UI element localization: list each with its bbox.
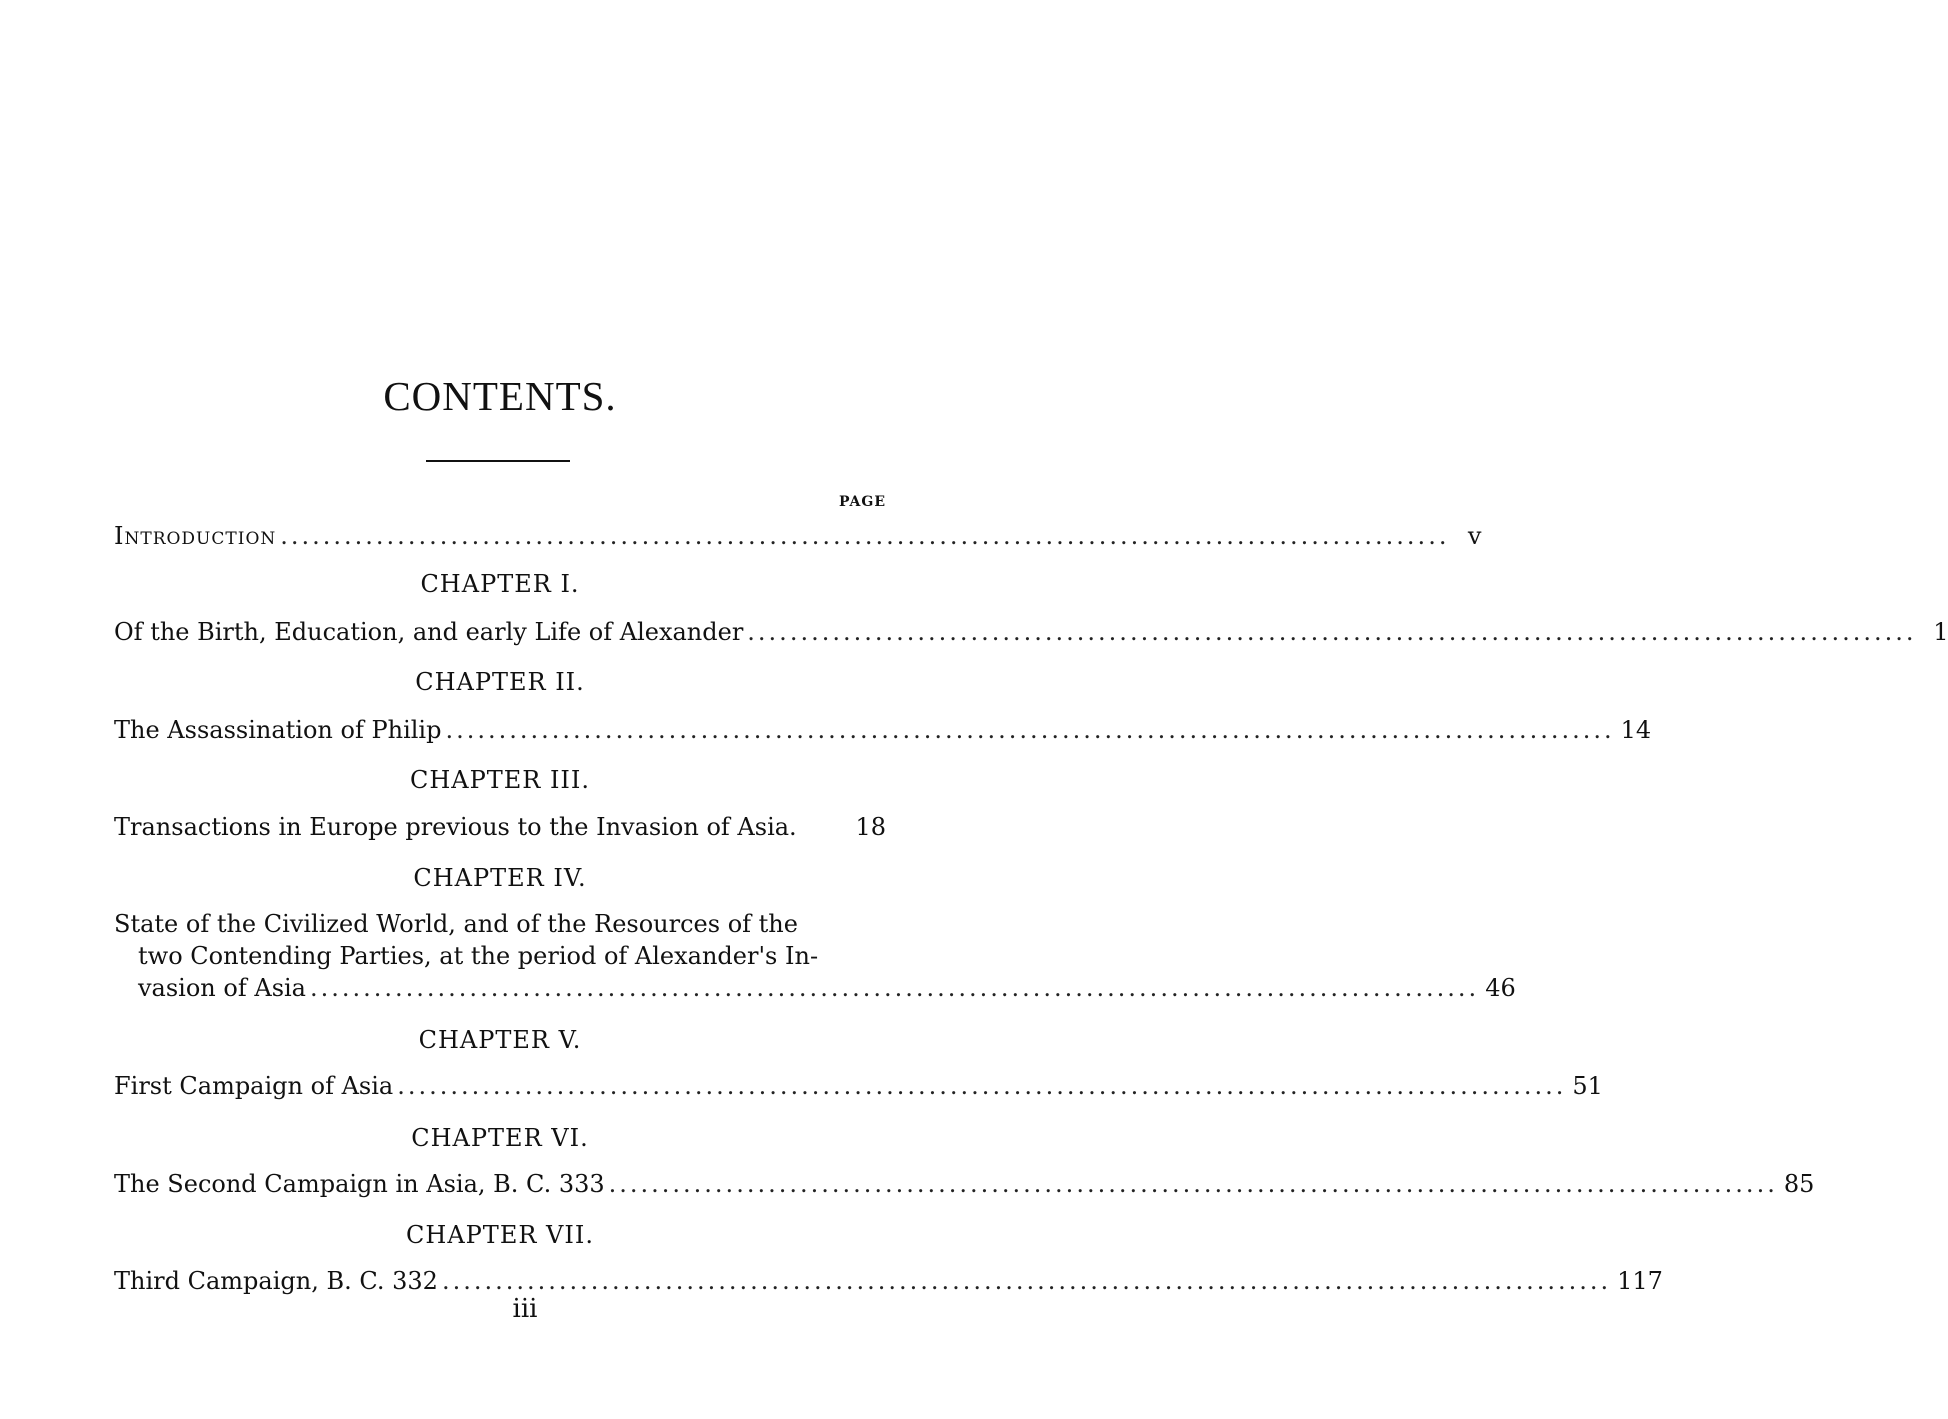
page-column-label: PAGE xyxy=(839,494,886,510)
folio-page-number: iii xyxy=(512,1294,538,1324)
toc-entry-text: Transactions in Europe previous to the Invasion of Asia. xyxy=(114,813,797,841)
toc-page-number: 85 xyxy=(1783,1170,1815,1198)
toc-page-number: 51 xyxy=(1572,1072,1603,1100)
dot-leader: .............................................................................................................. xyxy=(608,1170,1778,1198)
toc-entry-text: State of the Civilized World, and of the Resources of the xyxy=(114,910,798,938)
dot-leader: .............................................................................................................. xyxy=(747,618,1917,646)
toc-page-number: 1 xyxy=(1933,618,1948,646)
toc-entry-chapter-6[interactable] xyxy=(114,1168,1815,1200)
toc-entry-text: two Contending Parties, at the period of Alexander's In- xyxy=(138,942,819,970)
toc-page-number: 18 xyxy=(855,813,886,841)
toc-entry-chapter-3[interactable] xyxy=(114,811,886,843)
toc-entry-chapter-7[interactable] xyxy=(114,1265,1663,1297)
chapter-heading: CHAPTER III. xyxy=(409,766,591,794)
page-title: CONTENTS. xyxy=(383,373,617,419)
dot-leader: .............................................................................................................. xyxy=(445,716,1615,744)
toc-entry-text: Third Campaign, B. C. 332 xyxy=(114,1267,438,1295)
dot-leader: .............................................................................................................. xyxy=(397,1072,1567,1100)
chapter-heading: CHAPTER VI. xyxy=(411,1124,589,1152)
toc-entry-chapter-4[interactable] xyxy=(114,908,1516,1004)
toc-entry-text: Introduction xyxy=(114,522,277,550)
dot-leader: .............................................................................................................. xyxy=(280,522,1450,550)
toc-entry-text: The Second Campaign in Asia, B. C. 333 xyxy=(114,1170,605,1198)
toc-page-number: 46 xyxy=(1485,974,1516,1002)
toc-entry-text: First Campaign of Asia xyxy=(114,1072,394,1100)
toc-entry-text: Of the Birth, Education, and early Life of Alexander xyxy=(114,618,744,646)
dot-leader: .............................................................................................................. xyxy=(310,974,1480,1002)
toc-entry-text: vasion of Asia xyxy=(138,974,306,1002)
chapter-heading: CHAPTER IV. xyxy=(413,864,587,892)
chapter-heading: CHAPTER VII. xyxy=(406,1221,594,1249)
toc-page-number: 117 xyxy=(1617,1267,1663,1295)
toc-entry-introduction[interactable] xyxy=(114,520,1482,552)
toc-entry-chapter-1[interactable] xyxy=(114,616,1948,648)
toc-entry-last-line xyxy=(114,972,1516,1004)
chapter-heading: CHAPTER V. xyxy=(418,1026,582,1054)
toc-entry-chapter-5[interactable] xyxy=(114,1070,1603,1102)
chapter-heading: CHAPTER I. xyxy=(420,570,580,598)
toc-page-number: v xyxy=(1467,522,1482,550)
toc-page-number: 14 xyxy=(1620,716,1652,744)
chapter-heading: CHAPTER II. xyxy=(415,668,585,696)
title-rule xyxy=(426,460,570,462)
dot-leader: .............................................................................................................. xyxy=(441,1267,1612,1295)
toc-entry-chapter-2[interactable] xyxy=(114,714,1652,746)
toc-entry-text: The Assassination of Philip xyxy=(114,716,442,744)
